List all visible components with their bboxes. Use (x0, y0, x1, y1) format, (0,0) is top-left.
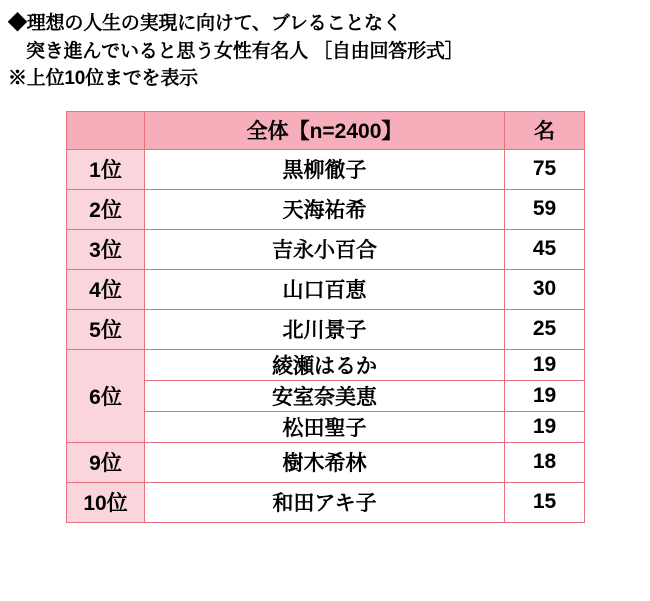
count-cell: 75 (505, 149, 585, 189)
rank-cell: 3位 (67, 229, 145, 269)
rank-cell: 2位 (67, 189, 145, 229)
count-cell: 18 (505, 442, 585, 482)
table-row (67, 411, 585, 442)
name-cell: 吉永小百合 (145, 229, 505, 269)
count-cell: 25 (505, 309, 585, 349)
rank-cell: 4位 (67, 269, 145, 309)
count-cell: 30 (505, 269, 585, 309)
header-count-cell: 名 (505, 111, 585, 149)
heading-note: ※上位10位までを表示 (8, 68, 198, 90)
table-row (67, 189, 585, 229)
rank-cell: 6位 (67, 349, 145, 442)
table-row (67, 442, 585, 482)
table-row (67, 349, 585, 380)
count-cell: 19 (505, 349, 585, 380)
header-corner-cell (67, 111, 145, 149)
table-header-row (67, 111, 585, 149)
heading-block (0, 0, 650, 93)
table-row (67, 149, 585, 189)
count-cell: 19 (505, 411, 585, 442)
name-cell: 松田聖子 (145, 411, 505, 442)
count-cell: 15 (505, 482, 585, 522)
count-cell: 45 (505, 229, 585, 269)
rank-cell: 10位 (67, 482, 145, 522)
table-row (67, 229, 585, 269)
name-cell: 樹木希林 (145, 442, 505, 482)
count-cell: 19 (505, 380, 585, 411)
rank-cell: 5位 (67, 309, 145, 349)
name-cell: 北川景子 (145, 309, 505, 349)
table-row (67, 309, 585, 349)
name-cell: 和田アキ子 (145, 482, 505, 522)
table-row (67, 380, 585, 411)
table-row (67, 269, 585, 309)
name-cell: 綾瀬はるか (145, 349, 505, 380)
name-cell: 天海祐希 (145, 189, 505, 229)
heading-line-2: 突き進んでいると思う女性有名人 ［自由回答形式］ (26, 40, 464, 62)
count-cell: 59 (505, 189, 585, 229)
rank-cell: 9位 (67, 442, 145, 482)
heading-line-1: ◆理想の人生の実現に向けて、ブレることなく (8, 13, 402, 34)
table-row (67, 482, 585, 522)
name-cell: 山口百恵 (145, 269, 505, 309)
name-cell: 黒柳徹子 (145, 149, 505, 189)
name-cell: 安室奈美恵 (145, 380, 505, 411)
header-name-cell: 全体【n=2400】 (145, 111, 505, 149)
rank-cell: 1位 (67, 149, 145, 189)
ranking-table (66, 111, 585, 523)
